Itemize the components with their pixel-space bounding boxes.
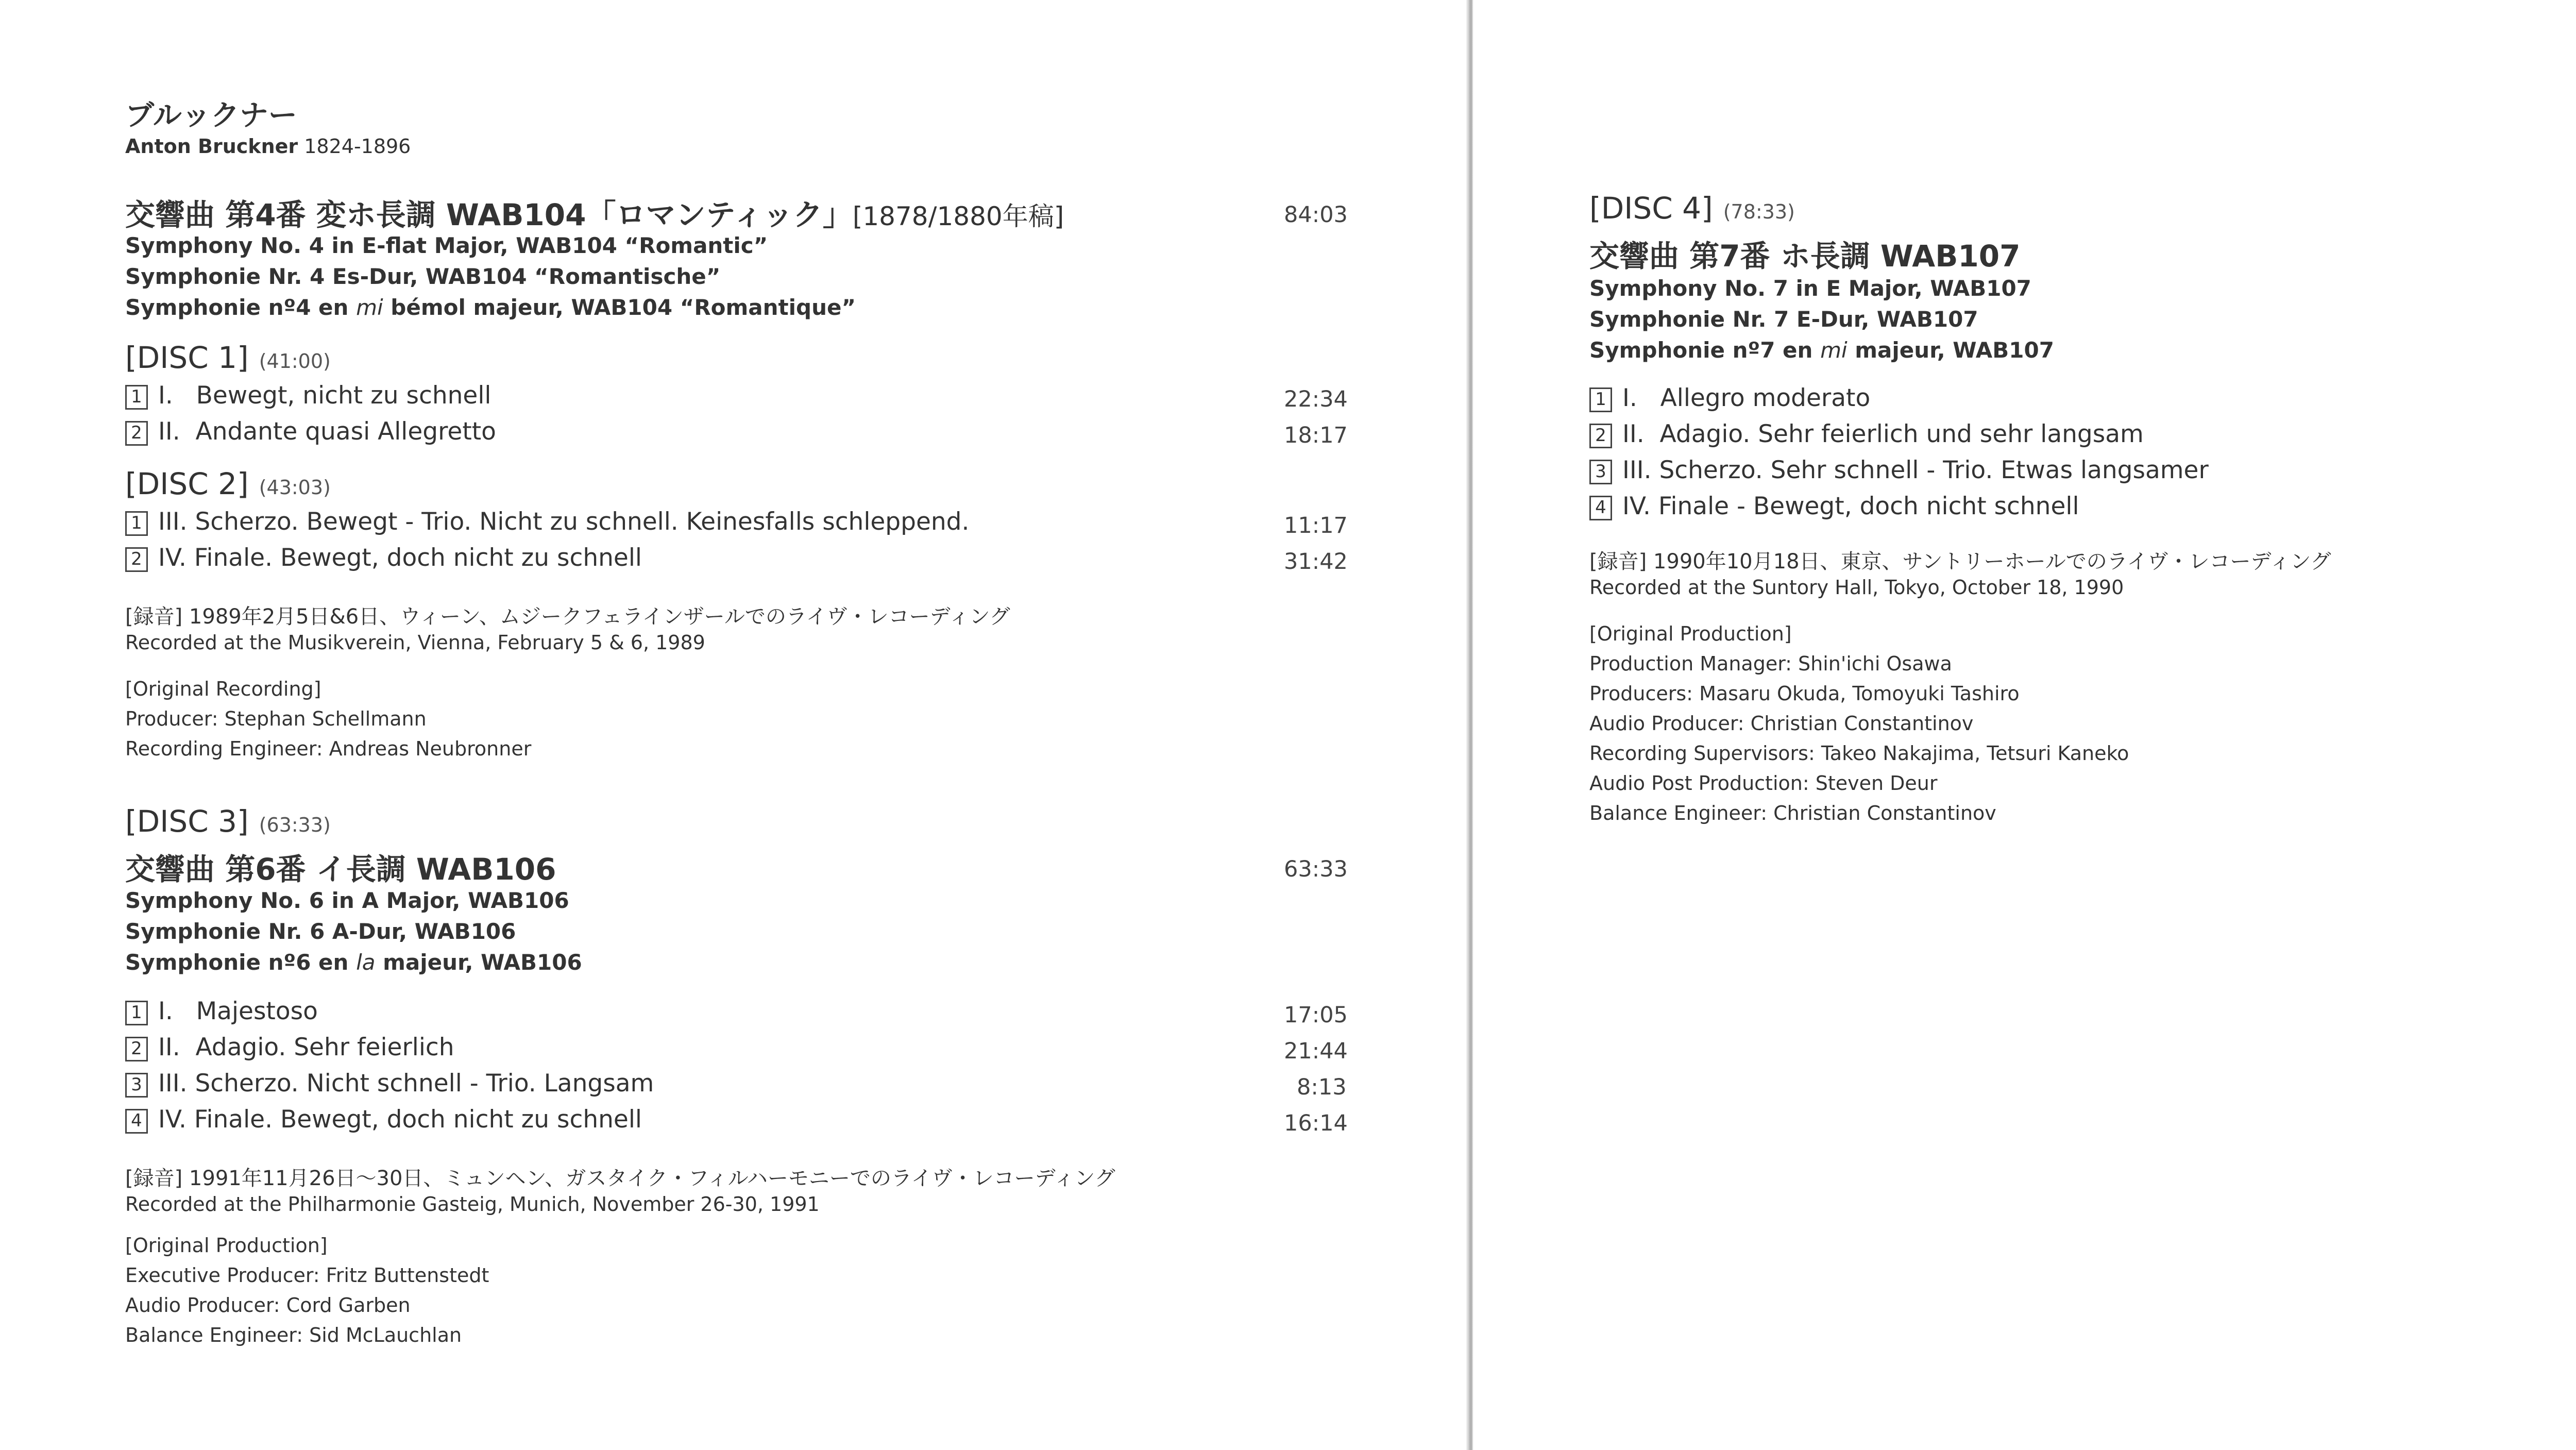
track-title: III. Scherzo. Bewegt - Trio. Nicht zu schnell. Keinesfalls schleppend. — [158, 508, 970, 536]
disc2-label: [DISC 2] — [125, 466, 249, 501]
sym4-jp-title-text: 交響曲 第4番 変ホ長調 WAB104「ロマンティック」 — [125, 197, 853, 232]
sym7-fr-i: mi — [1820, 338, 1848, 363]
rec4-en: Recorded at the Suntory Hall, Tokyo, October 18, 1990 — [1589, 576, 2124, 599]
track-number-box: 3 — [125, 1073, 148, 1098]
composer-years: 1824-1896 — [304, 135, 411, 158]
track-title: III. Scherzo. Sehr schnell - Trio. Etwas langsamer — [1622, 456, 2209, 484]
composer-jp: ブルックナー — [125, 99, 297, 132]
sym4-jp-title — [125, 191, 1064, 234]
track-title: II. Adagio. Sehr feierlich — [158, 1033, 454, 1061]
sym6-de: Symphonie Nr. 6 A-Dur, WAB106 — [125, 919, 516, 944]
sym4-fr-i: mi — [356, 295, 383, 320]
sym7-de: Symphonie Nr. 7 E-Dur, WAB107 — [1589, 307, 1978, 332]
orig4-line: Recording Supervisors: Takeo Nakajima, Tetsuri Kaneko — [1589, 742, 2129, 765]
disc2-duration: (43:03) — [259, 476, 331, 499]
track-number-box: 2 — [1589, 424, 1612, 448]
sym7-jp-title: 交響曲 第7番 ホ長調 WAB107 — [1589, 239, 2021, 274]
rec3-en: Recorded at the Philharmonie Gasteig, Munich, November 26-30, 1991 — [125, 1193, 820, 1216]
track-number-box: 2 — [125, 547, 148, 572]
sym4-en: Symphony No. 4 in E-flat Major, WAB104 “Romantic” — [125, 233, 768, 258]
track-number-box: 1 — [125, 1001, 148, 1025]
disc3-track-2 — [125, 1033, 454, 1061]
disc4-header — [1589, 191, 1795, 226]
orig4-heading: [Original Production] — [1589, 622, 1792, 645]
disc1-track-1 — [125, 381, 491, 410]
rec1-en: Recorded at the Musikverein, Vienna, February 5 & 6, 1989 — [125, 631, 705, 654]
sym4-fr-b: bémol majeur, WAB104 “Romantique” — [383, 295, 856, 320]
disc1-header — [125, 340, 331, 375]
composer-line — [125, 135, 411, 158]
track-time: 22:34 — [1284, 386, 1348, 412]
track-time: 18:17 — [1284, 423, 1348, 448]
disc3-track-4 — [125, 1105, 642, 1134]
track-title: IV. Finale. Bewegt, doch nicht zu schnell — [158, 1105, 642, 1134]
disc3-header — [125, 804, 331, 839]
track-time: 21:44 — [1284, 1038, 1348, 1064]
disc4-track-4 — [1589, 492, 2079, 520]
orig4-line: Producers: Masaru Okuda, Tomoyuki Tashiro — [1589, 682, 2020, 705]
track-title: I. Majestoso — [158, 997, 318, 1025]
disc1-label: [DISC 1] — [125, 340, 249, 375]
orig4-line: Audio Producer: Christian Constantinov — [1589, 712, 1974, 735]
rec4-jp: [録音] 1990年10月18日、東京、サントリーホールでのライヴ・レコーディング — [1589, 550, 2331, 574]
disc3-duration: (63:33) — [259, 814, 331, 836]
sym6-fr-i: la — [356, 950, 376, 975]
sym7-en: Symphony No. 7 in E Major, WAB107 — [1589, 276, 2031, 301]
disc2-header — [125, 466, 331, 501]
track-title: I. Allegro moderato — [1622, 384, 1871, 412]
track-number-box: 1 — [125, 385, 148, 410]
sym6-fr-b: majeur, WAB106 — [375, 950, 582, 975]
track-number-box: 1 — [1589, 387, 1612, 412]
disc1-track-2 — [125, 417, 496, 446]
disc1-duration: (41:00) — [259, 350, 331, 373]
orig3-line: Audio Producer: Cord Garben — [125, 1294, 411, 1317]
track-number-box: 4 — [125, 1109, 148, 1134]
track-title: II. Adagio. Sehr feierlich und sehr langsam — [1622, 420, 2144, 448]
disc3-track-3 — [125, 1069, 654, 1098]
track-time: 17:05 — [1284, 1002, 1348, 1028]
track-number-box: 2 — [125, 421, 148, 446]
orig4-line: Balance Engineer: Christian Constantinov — [1589, 802, 1996, 824]
sym6-duration: 63:33 — [1284, 856, 1348, 882]
track-number-box: 3 — [1589, 460, 1612, 484]
disc3-track-1 — [125, 997, 318, 1025]
sym4-version: [1878/1880年稿] — [852, 201, 1064, 231]
orig1-line: Recording Engineer: Andreas Neubronner — [125, 737, 532, 760]
sym6-fr-a: Symphonie nº6 en — [125, 950, 357, 975]
track-title: IV. Finale. Bewegt, doch nicht zu schnell — [158, 544, 642, 572]
sym4-de: Symphonie Nr. 4 Es-Dur, WAB104 “Romantische” — [125, 264, 721, 289]
disc4-track-3 — [1589, 456, 2209, 484]
track-title: I. Bewegt, nicht zu schnell — [158, 381, 492, 410]
disc4-track-1 — [1589, 384, 1870, 412]
rec1-jp: [録音] 1989年2月5日&6日、ウィーン、ムジークフェラインザールでのライヴ・レコーディング — [125, 605, 1010, 629]
sym7-fr-a: Symphonie nº7 en — [1589, 338, 1821, 363]
sym6-en: Symphony No. 6 in A Major, WAB106 — [125, 888, 569, 913]
sym6-jp-title: 交響曲 第6番 イ長調 WAB106 — [125, 852, 556, 887]
track-time: 16:14 — [1284, 1110, 1348, 1136]
track-number-box: 4 — [1589, 496, 1612, 520]
orig4-line: Audio Post Production: Steven Deur — [1589, 772, 1938, 795]
orig1-line: Producer: Stephan Schellmann — [125, 707, 427, 730]
orig3-line: Executive Producer: Fritz Buttenstedt — [125, 1264, 489, 1287]
track-title: II. Andante quasi Allegretto — [158, 417, 496, 446]
disc2-track-2 — [125, 544, 642, 572]
orig3-line: Balance Engineer: Sid McLauchlan — [125, 1324, 462, 1346]
disc4-track-2 — [1589, 420, 2144, 448]
disc4-label: [DISC 4] — [1589, 191, 1713, 226]
sym4-fr-a: Symphonie nº4 en — [125, 295, 357, 320]
orig1-heading: [Original Recording] — [125, 678, 321, 700]
disc4-duration: (78:33) — [1723, 200, 1795, 223]
track-time: 11:17 — [1284, 513, 1348, 538]
sym4-duration: 84:03 — [1284, 202, 1348, 228]
composer-en: Anton Bruckner — [125, 135, 298, 158]
sym6-fr — [125, 947, 582, 978]
orig3-heading: [Original Production] — [125, 1234, 328, 1257]
track-title: III. Scherzo. Nicht schnell - Trio. Langsam — [158, 1069, 654, 1098]
track-title: IV. Finale - Bewegt, doch nicht schnell — [1622, 492, 2079, 520]
track-time: 8:13 — [1297, 1074, 1347, 1100]
sym4-fr — [125, 292, 856, 323]
track-time: 31:42 — [1284, 549, 1348, 575]
track-number-box: 1 — [125, 511, 148, 536]
rec3-jp: [録音] 1991年11月26日〜30日、ミュンヘン、ガスタイク・フィルハーモニーでのライヴ・レコーディング — [125, 1167, 1115, 1190]
disc2-track-1 — [125, 508, 969, 536]
orig4-line: Production Manager: Shin'ichi Osawa — [1589, 652, 1952, 675]
track-number-box: 2 — [125, 1037, 148, 1061]
disc3-label: [DISC 3] — [125, 804, 249, 839]
page-fold-line — [1471, 0, 1472, 1450]
sym7-fr — [1589, 335, 2054, 366]
sym7-fr-b: majeur, WAB107 — [1847, 338, 2054, 363]
